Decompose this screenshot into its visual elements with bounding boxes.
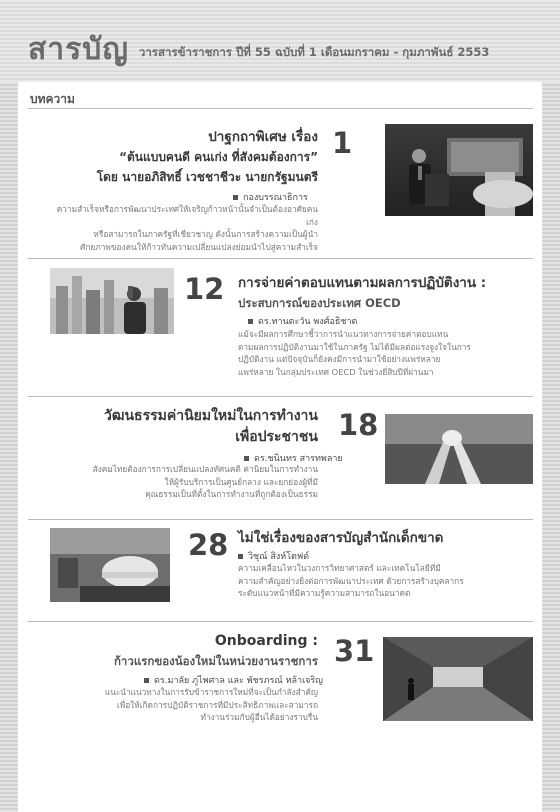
- excerpt-line: แพร่หลาย ในกลุ่มประเทศ OECD ในช่วงยี่สิบปีที่ผ่านมา: [238, 366, 434, 377]
- article-author: [248, 314, 357, 328]
- article-title-line: Onboarding :: [214, 633, 318, 649]
- excerpt-line: ให้ผู้รับบริการเป็นศูนย์กลาง และยกย่องผู้ที่มี: [164, 476, 318, 487]
- divider: [28, 258, 533, 259]
- bullet-icon: [248, 319, 253, 324]
- excerpt-line: ทำงานร่วมกับผู้อื่นได้อย่างราบรื่น: [200, 712, 318, 722]
- article-title-line: “ต้นแบบคนดี คนเก่ง ที่สังคมต้องการ”: [119, 150, 318, 164]
- corridor-walker-photo: [383, 637, 533, 721]
- right-stripe-border: [542, 82, 560, 812]
- author-name: ดร.ชนินทร สารทพลาย: [254, 454, 343, 464]
- excerpt-line: ความเคลื่อนไหวในวงการวิทยาศาสตร์ และเทคโนโลยีที่มี: [238, 563, 441, 573]
- bullet-icon: [244, 456, 249, 461]
- article-excerpt: [238, 562, 534, 600]
- article-subtitle: ก้าวแรกของน้องใหม่ในหน่วยงานราชการ: [113, 654, 318, 668]
- excerpt-line: แม้จะมีผลการศึกษาชี้ว่าการนำแนวทางการจ่ายค่าตอบแทน: [238, 329, 449, 339]
- excerpt-line: ศักยภาพของคนให้ก้าวทันความเปลี่ยนแปลงย่อมนำไปสู่ความสำเร็จ: [80, 241, 318, 252]
- excerpt-line: เพื่อให้เกิดการปฏิบัติราชการที่มีประสิทธิภาพและสามารถ: [116, 699, 318, 710]
- excerpt-line: ความสำคัญอย่างยิ่งต่อการพัฒนาประเทศ ด้วยการสร้างบุคลากร: [238, 575, 464, 586]
- speaker-podium-photo: [385, 124, 533, 216]
- article-title-line: ไม่ใช่เรื่องของสารบัญสำนักเด็กขาด: [238, 530, 444, 546]
- article-author: [233, 190, 308, 204]
- hardhat-worker-photo: [50, 528, 170, 602]
- joined-hands-photo: [385, 414, 533, 484]
- page-number: 12: [184, 272, 225, 306]
- excerpt-line: แนะนำแนวทางในการรับข้าราชการใหม่ที่จะเป็นกำลังสำคัญ: [104, 687, 318, 697]
- author-name: วิชุณ์ สิงห์โตฟด์: [248, 552, 310, 562]
- cityscape-phone-photo: [50, 268, 174, 334]
- article-author: [238, 549, 309, 563]
- article-excerpt: [46, 203, 318, 253]
- masthead-band: [0, 0, 560, 82]
- page-number: 28: [188, 528, 229, 562]
- bullet-icon: [144, 678, 149, 683]
- article-title-line: การจ่ายค่าตอบแทนตามผลการปฏิบัติงาน :: [238, 275, 487, 291]
- divider: [28, 519, 533, 520]
- author-name: ดร.ทานตะวัน พงศ์อธิชาต: [258, 317, 358, 327]
- masthead-title: สารบัญ: [28, 32, 129, 67]
- excerpt-line: หรือสามารถในภาครัฐที่เชี่ยวชาญ ดังนั้นการสร้างความเป็นผู้นำ: [93, 229, 318, 239]
- article-excerpt: [238, 328, 534, 378]
- page-number: 1: [332, 126, 353, 160]
- excerpt-line: ตามผลการปฏิบัติงานมาใช้ในภาครัฐ ไม่ได้มีผลต่อแรงจูงใจในการ: [238, 341, 471, 352]
- bullet-icon: [238, 554, 243, 559]
- divider: [28, 108, 533, 109]
- section-label: บทความ: [30, 92, 75, 106]
- masthead-subtitle: วารสารข้าราชการ ปีที่ 55 ฉบับที่ 1 เดือนมกราคม - กุมภาพันธ์ 2553: [138, 45, 490, 59]
- left-stripe-border: [0, 82, 18, 812]
- divider: [28, 621, 533, 622]
- masthead: [28, 28, 489, 68]
- excerpt-line: สังคมไทยต้องการการเปลี่ยนแปลงทัศนคติ ค่านิยมในการทำงาน: [92, 464, 318, 474]
- article-title-line: โดย นายอภิสิทธิ์ เวชชาชีวะ นายกรัฐมนตรี: [96, 170, 318, 184]
- bullet-icon: [233, 195, 238, 200]
- article-author: [144, 673, 323, 687]
- article-title-line: ปาฐกถาพิเศษ เรื่อง: [208, 129, 318, 145]
- excerpt-line: ปฏิบัติงาน แต่ปัจจุบันก็ยังคงมีการนำมาใช้อย่างแพร่หลาย: [238, 354, 441, 364]
- page-number: 31: [334, 634, 375, 668]
- article-excerpt: [46, 686, 318, 724]
- article-excerpt: [46, 463, 318, 501]
- excerpt-line: ความสำเร็จหรือการพัฒนาประเทศให้เจริญก้าวหน้านั้นจำเป็นต้องอาศัยคนเก่ง: [56, 204, 318, 227]
- excerpt-line: ระดับแนวหน้าที่มีความรู้ความสามารถในอนาคต: [238, 588, 411, 598]
- article-title-line: เพื่อประชาชน: [235, 429, 318, 445]
- excerpt-line: คุณธรรมเป็นที่ตั้งในการทำงานที่ถูกต้องเป็นธรรม: [145, 489, 318, 499]
- author-name: กองบรรณาธิการ: [243, 193, 308, 203]
- article-subtitle: ประสบการณ์ของประเทศ OECD: [238, 296, 401, 310]
- article-title-line: วัฒนธรรมค่านิยมใหม่ในการทำงาน: [103, 408, 318, 424]
- divider: [28, 396, 533, 397]
- author-name: ดร.มาลัย ภู่ไพศาล และ พัชรภรณ์ หล้าเจริญ: [154, 676, 323, 686]
- page-number: 18: [338, 408, 379, 442]
